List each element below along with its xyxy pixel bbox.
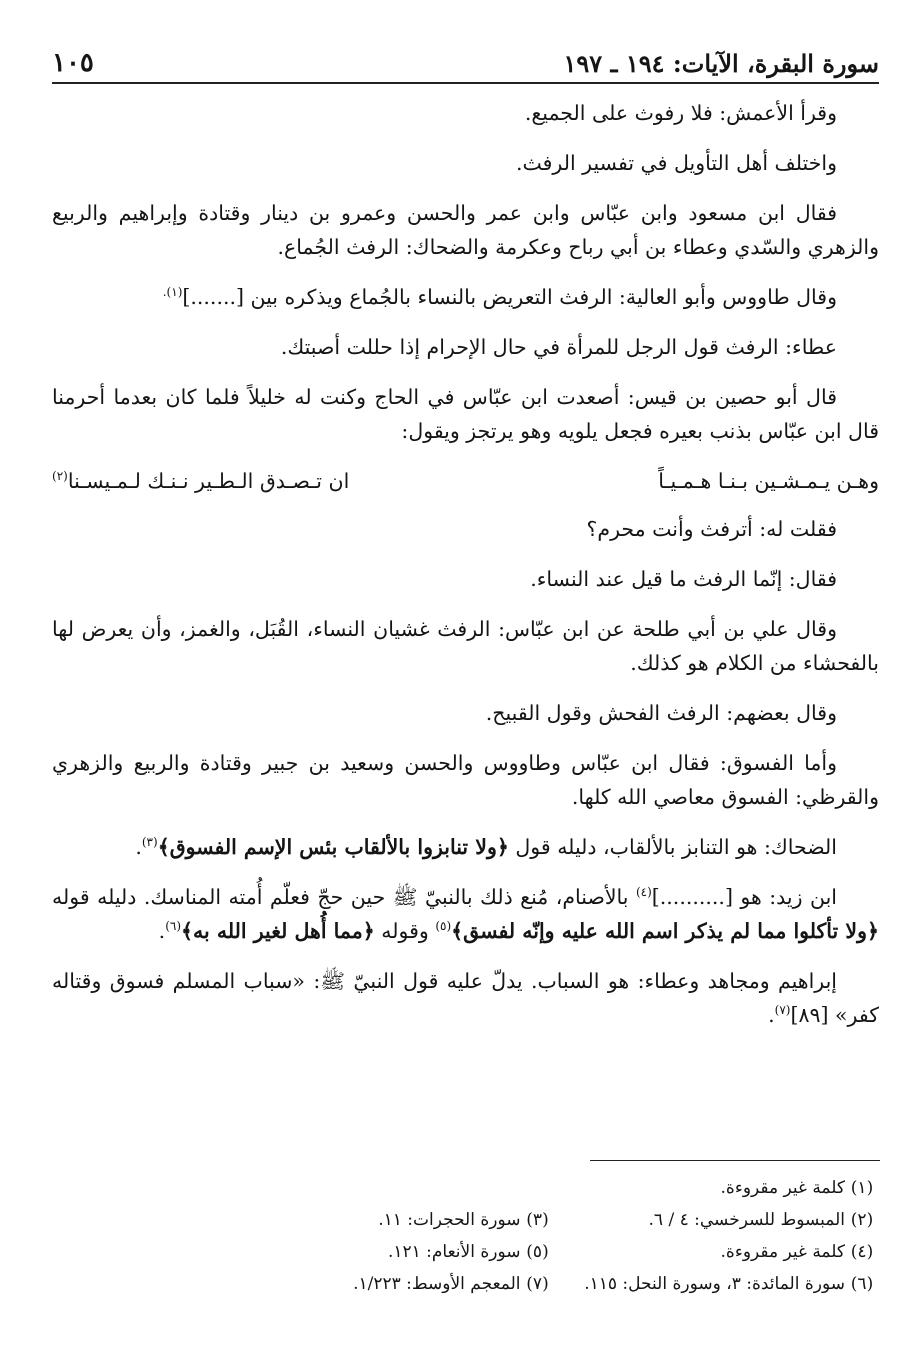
- footnote-text: سورة الحجرات: ١١.: [378, 1210, 521, 1230]
- footnote: [555, 1204, 880, 1236]
- paragraph: وقال بعضهم: الرفث الفحش وقول القبيح.: [485, 701, 837, 725]
- footnote: [230, 1204, 555, 1236]
- footnote-text: سورة المائدة: ٣، وسورة النحل: ١١٥.: [584, 1274, 845, 1294]
- page-number: ١٠٥: [52, 48, 94, 78]
- header-rule: [52, 82, 879, 84]
- paragraph: وقال علي بن أبي طلحة عن ابن عبّاس: الرفث غشيان النساء، القُبَل، والغمز، وأن يعرض لها بالفحشاء من الكلام هو كذلك.: [52, 617, 879, 675]
- paragraph: فقلت له: أترفث وأنت محرم؟: [586, 517, 837, 541]
- paragraph: واختلف أهل التأويل في تفسير الرفث.: [515, 151, 837, 175]
- main-text: [52, 96, 879, 1048]
- footnote-number: (٤): [850, 1242, 874, 1262]
- quran-quote: ﴿ولا تنابزوا بالألقاب بئس الإسم الفسوق﴾: [157, 835, 509, 859]
- paragraph: عطاء: الرفث قول الرجل للمرأة في حال الإحرام إذا حللت أصبتك.: [280, 335, 837, 359]
- footnote-ref: (٥): [435, 919, 452, 934]
- poetry-verse: [52, 464, 879, 498]
- footnote-number: (٧): [526, 1274, 549, 1294]
- footnote: [554, 1172, 879, 1204]
- paragraph: وقرأ الأعمش: فلا رفوث على الجميع.: [524, 101, 837, 125]
- footnote-rule: [590, 1160, 880, 1161]
- footnote-ref: (٦): [165, 919, 182, 934]
- page-header: [52, 36, 879, 78]
- footnote-text: كلمة غير مقروءة.: [720, 1242, 845, 1262]
- footnote-row: [230, 1268, 879, 1300]
- footnote-ref: (١).: [162, 285, 183, 300]
- footnote-text: المعجم الأوسط: ١/٢٢٣.: [353, 1274, 521, 1294]
- paragraph: [52, 880, 879, 948]
- footnotes: [230, 1172, 879, 1300]
- quran-quote: ﴿ولا تأكلوا مما لم يذكر اسم الله عليه وإنّه لفسق﴾: [451, 919, 879, 943]
- paragraph: فقال: إنّما الرفث ما قيل عند النساء.: [530, 567, 837, 591]
- footnote: [230, 1268, 555, 1300]
- paragraph-end: .: [135, 835, 142, 859]
- footnote-ref: (٤): [635, 885, 652, 900]
- footnote-ref: (٣): [141, 835, 158, 850]
- footnote-row: [230, 1236, 879, 1268]
- footnote-text: المبسوط للسرخسي: ٤ / ٦.: [648, 1210, 845, 1230]
- paragraph-text: إبراهيم ومجاهد وعطاء: هو السباب. يدلّ عليه قول النبيّ ﷺ: «سباب المسلم فسوق وقتاله كفر» [٨٩]: [52, 969, 879, 1027]
- footnote: [555, 1236, 880, 1268]
- footnote-row: [230, 1172, 879, 1204]
- verse-text: ان تـصـدق الـطـير نـنـك لـمـيسـنا: [67, 469, 350, 493]
- paragraph-text: ابن زيد: هو [..........]: [651, 885, 837, 909]
- paragraph-text: وقال طاووس وأبو العالية: الرفث التعريض بالنساء بالجُماع ويذكره بين [.......]: [182, 285, 837, 309]
- paragraph: قال أبو حصين بن قيس: أصعدت ابن عبّاس في الحاج وكنت له خليلاً فلما كان بعدما أحرمنا قال ابن عبّاس بذنب بعيره فجعل يلويه وهو يرتجز ويقول:: [52, 385, 879, 443]
- verse-second-hemistich: [52, 464, 349, 498]
- footnote-number: (٦): [850, 1274, 874, 1294]
- running-title: سورة البقرة، الآيات: ١٩٤ ـ ١٩٧: [563, 49, 879, 78]
- footnote-row: [230, 1204, 879, 1236]
- footnote: [555, 1268, 880, 1300]
- paragraph: [52, 280, 879, 314]
- footnote-number: (٢): [850, 1210, 874, 1230]
- footnote: [230, 1236, 555, 1268]
- paragraph-text: وقوله: [374, 919, 436, 943]
- paragraph-text: بالأصنام، مُنع ذلك بالنبيّ ﷺ حين حجّ فعلّم أُمته المناسك. دليله قوله: [52, 885, 636, 909]
- footnote-text: سورة الأنعام: ١٢١.: [387, 1242, 521, 1262]
- footnote-ref: (٢): [52, 469, 68, 484]
- paragraph: فقال ابن مسعود وابن عبّاس وابن عمر والحسن وعمرو بن دينار وقتادة وإبراهيم والربيع والزهري والسّدي وعطاء بن أبي رباح وعكرمة والضحاك: الرفث الجُماع.: [52, 201, 879, 259]
- paragraph: [52, 964, 879, 1032]
- verse-first-hemistich: وهـن يـمـشـين بـنـا هـمـيـاً: [658, 469, 879, 493]
- footnote-number: (١): [850, 1178, 874, 1198]
- paragraph: [52, 830, 879, 864]
- paragraph-end: .: [158, 919, 166, 943]
- paragraph-text: الضحاك: هو التنابز بالألقاب، دليله قول: [508, 835, 837, 859]
- quran-quote: ﴿مما أُهل لغير الله به﴾: [181, 919, 375, 943]
- footnote-number: (٣): [526, 1210, 549, 1230]
- paragraph-end: .: [768, 1003, 775, 1027]
- footnote-text: كلمة غير مقروءة.: [720, 1178, 845, 1198]
- footnote-number: (٥): [526, 1242, 549, 1262]
- paragraph: وأما الفسوق: فقال ابن عبّاس وطاووس والحسن وسعيد بن جبير وقتادة والربيع والزهري والقرظي: الفسوق معاصي الله كلها.: [52, 751, 879, 809]
- footnote-ref: (٧): [774, 1003, 791, 1018]
